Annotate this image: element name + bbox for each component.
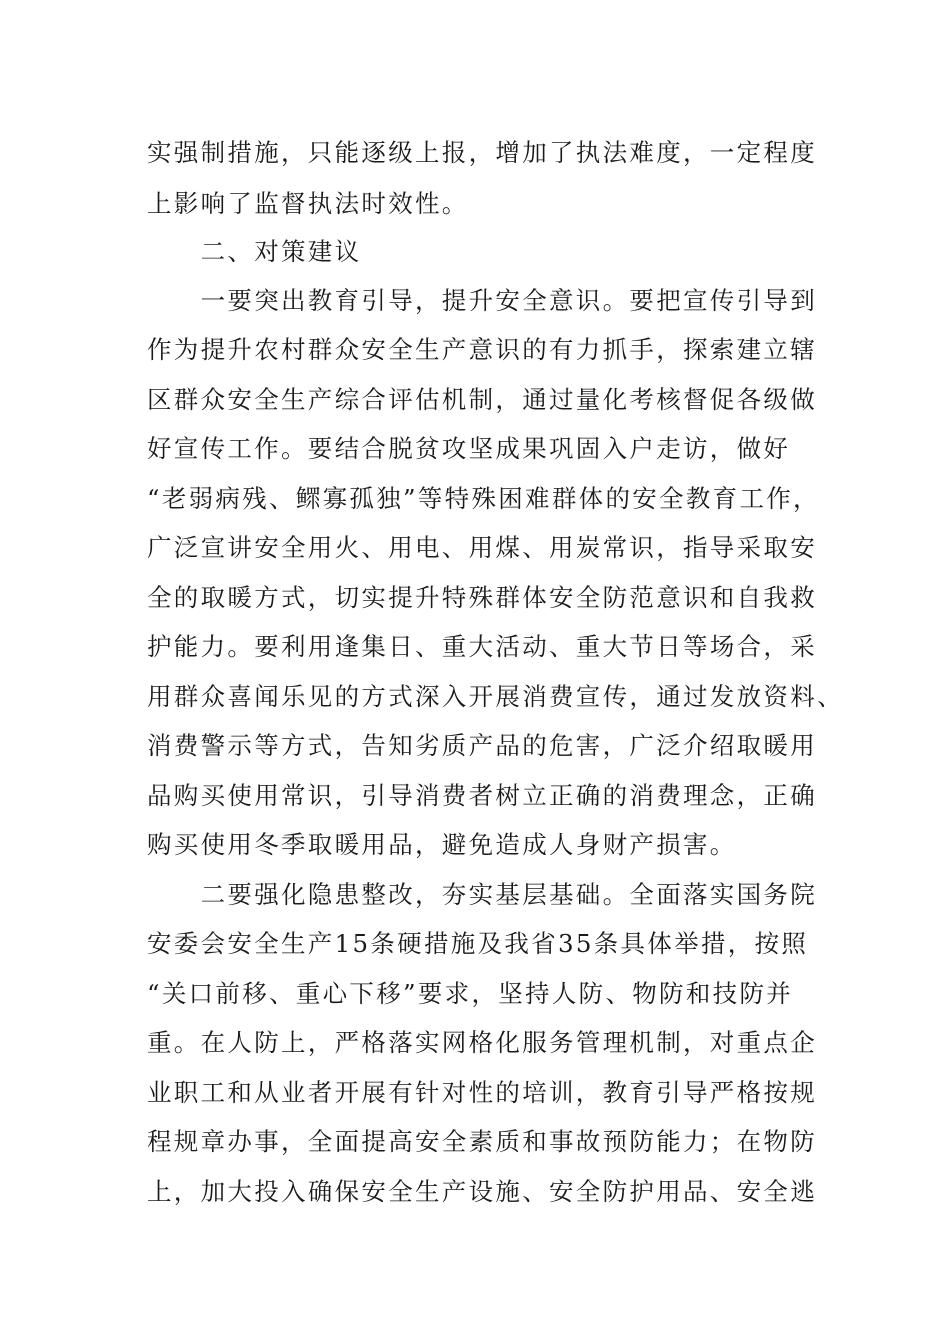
text-line: 购买使用冬季取暖用品，避免造成人身财产损害。 [147,830,737,859]
text-line: 上影响了监督执法时效性。 [147,189,469,218]
text-line: 品购买使用常识，引导消费者树立正确的消费理念，正确 [147,781,817,810]
section-heading: 二、对策建议 [147,237,362,266]
text-line: 二要强化隐患整改，夯实基层基础。全面落实国务院 [147,880,817,909]
text-line: 消费警示等方式，告知劣质产品的危害，广泛介绍取暖用 [147,731,817,760]
text-line: 全的取暖方式，切实提升特殊群体安全防范意识和自我救 [147,583,817,612]
text-line: “关口前移、重心下移”要求，坚持人防、物防和技防并 [147,979,794,1008]
text-line: 业职工和从业者开展有针对性的培训，教育引导严格按规 [147,1078,817,1107]
text-line: 广泛宣讲安全用火、用电、用煤、用炭常识，指导采取安 [147,533,817,562]
text-line: 安委会安全生产15条硬措施及我省35条具体举措，按照 [147,929,809,958]
text-line: 程规章办事，全面提高安全素质和事故预防能力；在物防 [147,1127,817,1156]
text-line: 好宣传工作。要结合脱贫攻坚成果巩固入户走访，做好 [147,434,791,463]
text-line: 区群众安全生产综合评估机制，通过量化考核督促各级做 [147,385,817,414]
text-line: 作为提升农村群众安全生产意识的有力抓手，探索建立辖 [147,335,817,364]
text-line: 一要突出教育引导，提升安全意识。要把宣传引导到 [147,286,817,315]
text-line: 重。在人防上，严格落实网格化服务管理机制，对重点企 [147,1028,817,1057]
text-line: “老弱病残、鳏寡孤独”等特殊困难群体的安全教育工作， [147,484,820,513]
text-line: 护能力。要利用逢集日、重大活动、重大节日等场合，采 [147,632,817,661]
text-line: 上，加大投入确保安全生产设施、安全防护用品、安全逃 [147,1177,817,1206]
text-line: 用群众喜闻乐见的方式深入开展消费宣传，通过发放资料、 [147,682,844,711]
text-line: 实强制措施，只能逐级上报，增加了执法难度，一定程度 [147,138,817,167]
